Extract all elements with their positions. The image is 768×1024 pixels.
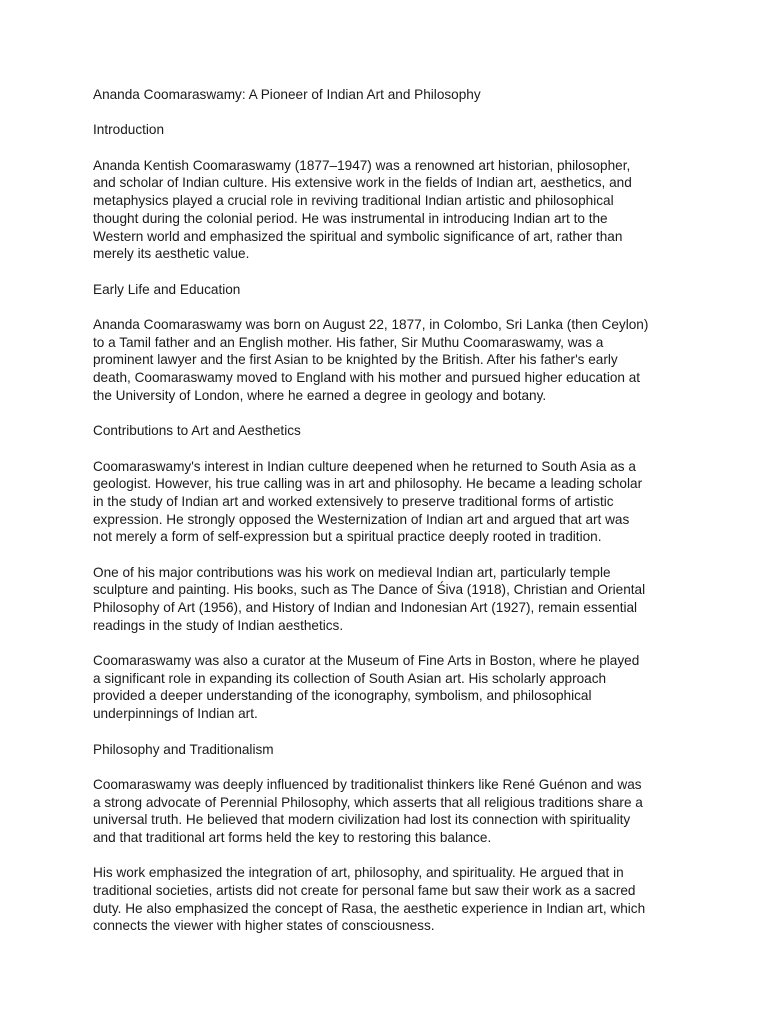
paragraph bbox=[93, 157, 683, 263]
paragraph bbox=[93, 316, 683, 404]
paragraph bbox=[93, 652, 683, 723]
section-heading-introduction: Introduction bbox=[93, 122, 165, 138]
section-heading-early-life: Early Life and Education bbox=[93, 281, 241, 297]
text-line: in the study of Indian art and worked extensively to preserve traditional forms of artistic bbox=[93, 493, 614, 509]
text-line: merely its aesthetic value. bbox=[93, 246, 250, 262]
document-title: Ananda Coomaraswamy: A Pioneer of Indian Art and Philosophy bbox=[93, 87, 481, 102]
text-line: not merely a form of self-expression but a spiritual practice deeply rooted in tradition. bbox=[93, 529, 602, 545]
text-line: duty. He also emphasized the concept of Rasa, the aesthetic experience in Indian art, which bbox=[93, 900, 646, 916]
document-page bbox=[93, 86, 683, 953]
text-line: Ananda Kentish Coomaraswamy (1877–1947) was a renowned art historian, philosopher, bbox=[93, 157, 631, 173]
text-line: One of his major contributions was his work on medieval Indian art, particularly temple bbox=[93, 564, 611, 580]
text-line: Ananda Coomaraswamy was born on August 22, 1877, in Colombo, Sri Lanka (then Ceylon) bbox=[93, 316, 649, 332]
text-line: provided a deeper understanding of the iconography, symbolism, and philosophical bbox=[93, 688, 592, 704]
text-line: and that traditional art forms held the key to restoring this balance. bbox=[93, 829, 492, 845]
paragraph bbox=[93, 564, 683, 635]
text-line: the University of London, where he earned a degree in geology and botany. bbox=[93, 387, 547, 403]
text-line: prominent lawyer and the first Asian to be knighted by the British. After his father's early bbox=[93, 352, 618, 368]
text-line: connects the viewer with higher states of consciousness. bbox=[93, 918, 435, 934]
text-line: death, Coomaraswamy moved to England with his mother and pursued higher education at bbox=[93, 370, 641, 386]
text-line: underpinnings of Indian art. bbox=[93, 706, 258, 722]
text-line: universal truth. He believed that modern civilization had lost its connection with spirituality bbox=[93, 812, 631, 828]
text-line: traditional societies, artists did not create for personal fame but saw their work as a sacred bbox=[93, 883, 636, 899]
text-line: His work emphasized the integration of art, philosophy, and spirituality. He argued that in bbox=[93, 865, 624, 881]
text-line: a significant role in expanding its collection of South Asian art. His scholarly approach bbox=[93, 670, 607, 686]
text-line: and scholar of Indian culture. His extensive work in the fields of Indian art, aesthetics, and bbox=[93, 175, 632, 191]
text-line: thought during the colonial period. He was instrumental in introducing Indian art to the bbox=[93, 210, 608, 226]
section-heading-philosophy: Philosophy and Traditionalism bbox=[93, 741, 274, 757]
paragraph bbox=[93, 458, 683, 546]
section-heading-contributions: Contributions to Art and Aesthetics bbox=[93, 423, 301, 439]
text-line: geologist. However, his true calling was in art and philosophy. He became a leading scholar bbox=[93, 476, 643, 492]
text-line: Coomaraswamy was deeply influenced by traditionalist thinkers like René Guénon and was bbox=[93, 776, 642, 792]
text-line: metaphysics played a crucial role in reviving traditional Indian artistic and philosophical bbox=[93, 193, 614, 209]
text-line: Coomaraswamy was also a curator at the Museum of Fine Arts in Boston, where he played bbox=[93, 653, 640, 669]
paragraph bbox=[93, 864, 683, 935]
text-line: Philosophy of Art (1956), and History of Indian and Indonesian Art (1927), remain essential bbox=[93, 600, 638, 615]
text-line: Coomaraswamy's interest in Indian culture deepened when he returned to South Asia as a bbox=[93, 458, 636, 474]
text-line: sculpture and painting. His books, such as The Dance of Śiva (1918), Christian and Oriental bbox=[93, 582, 646, 598]
text-line: Western world and emphasized the spiritual and symbolic significance of art, rather than bbox=[93, 228, 623, 244]
text-line: expression. He strongly opposed the Westernization of Indian art and argued that art was bbox=[93, 511, 630, 527]
text-line: a strong advocate of Perennial Philosophy, which asserts that all religious traditions share a bbox=[93, 794, 643, 810]
text-line: to a Tamil father and an English mother. His father, Sir Muthu Coomaraswamy, was a bbox=[93, 334, 604, 350]
text-line: readings in the study of Indian aesthetics. bbox=[93, 617, 344, 633]
paragraph bbox=[93, 776, 683, 847]
